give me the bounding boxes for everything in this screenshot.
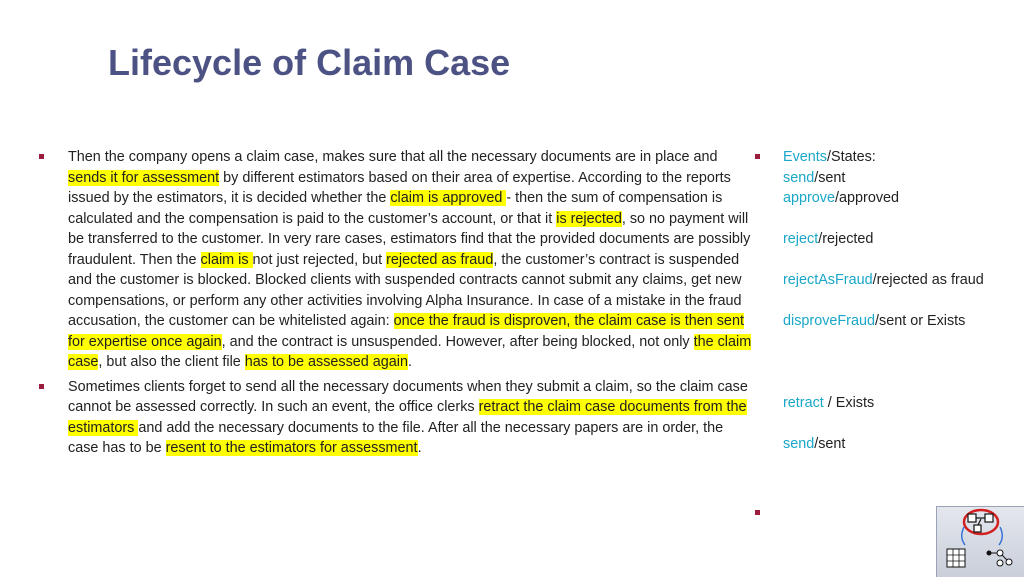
event-row-reject: reject/rejected xyxy=(783,231,874,247)
event-row-send-again: send/sent xyxy=(783,436,846,452)
event-row-reject-as-fraud: rejectAsFraud/rejected as fraud xyxy=(783,272,984,288)
spacer xyxy=(754,209,1004,230)
highlight-the-claim-case: the claim case xyxy=(68,333,752,370)
paragraph-claim-lifecycle: Then the company opens a claim case, makes sure that all the necessary documents are in place and sends it for assessment by different estimators based on their area of expertise. According to the reports issued by the estimators, it is decided whether the claim is approved - then the sum of compensation is calculated and the compensation is paid to the customer’s account, or that it is rejected, so no payment will be transferred to the customer. In very rare cases, estimators find that the provided documents are possibly fraudulent. Then the claim is not just rejected, but rejected as fraud, the customer’s contract is suspended and the customer is blocked. Blocked clients with suspended contracts cannot submit any claims, get new compensations, or perform any other activities involving Alpha Insurance. In case of a mistake in the fraud accusation, the customer can be whitelisted again: once the fraud is disproven, the claim case is then sent for expertise once again, and the contract is unsuspended. However, after being blocked, not only the claim case, but also the client file has to be assessed again. xyxy=(38,147,753,373)
highlight-claim-approved: claim is approved xyxy=(390,190,507,206)
event-row-retract: retract / Exists xyxy=(783,395,875,411)
slide-title: Lifecycle of Claim Case xyxy=(108,42,511,83)
state-diagram-tool-icon[interactable] xyxy=(936,506,1024,577)
bullet-square-icon xyxy=(755,510,760,515)
spacer xyxy=(754,352,1004,373)
highlight-retract-documents: retract the claim case documents from the estimators xyxy=(68,399,747,436)
spacer xyxy=(754,332,1004,353)
bullet-square-icon xyxy=(39,384,44,389)
highlight-resent-for-assessment: resent to the estimators for assessment xyxy=(165,440,418,456)
event-row-disprove-fraud: disproveFraud/sent or Exists xyxy=(783,313,966,329)
highlight-fraud-disproven: once the fraud is disproven, the claim case is then sent for expertise once again xyxy=(68,313,744,350)
event-row-approve: approve/approved xyxy=(783,190,900,206)
bullet-square-icon xyxy=(755,154,760,159)
events-states-column xyxy=(754,147,1004,455)
spacer xyxy=(754,373,1004,394)
highlight-is-rejected: is rejected xyxy=(556,210,622,227)
highlight-sends-for-assessment: sends it for assessment xyxy=(68,169,220,186)
spacer xyxy=(754,414,1004,435)
highlight-claim-is: claim is xyxy=(200,251,253,268)
state-diagram-graphic xyxy=(937,507,1024,577)
bullet-square-icon xyxy=(39,154,44,159)
spacer xyxy=(754,291,1004,312)
main-bullet-list xyxy=(38,147,753,463)
highlight-assessed-again: has to be assessed again xyxy=(244,354,409,370)
paragraph-retract-claim: Sometimes clients forget to send all the necessary documents when they submit a claim, so the claim case cannot be assessed correctly. In such an event, the office clerks retract the claim case documents from the estimators and add the necessary documents to the file. After all the necessary papers are in order, the case has to be resent to the estimators for assessment. xyxy=(38,377,753,459)
event-row-send: send/sent xyxy=(783,169,846,186)
events-states-header: Events/States: xyxy=(754,147,1004,168)
spacer xyxy=(754,250,1004,271)
highlight-rejected-as-fraud: rejected as fraud xyxy=(386,251,494,268)
